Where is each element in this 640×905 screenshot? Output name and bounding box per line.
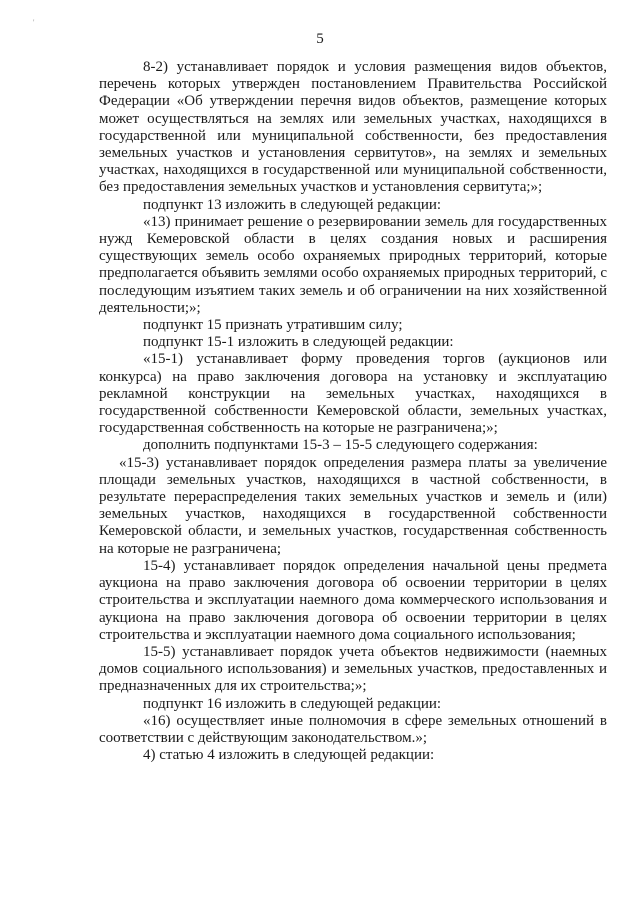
paragraph-15-3: «15-3) устанавливает порядок определения размера платы за увеличение площади земельных участков, находящихся в частной собственности, в результате перераспределения таких земельных участков и земель и (или) земельных участков, находящихся в государственной собственности Кемеровской области, и земельных участков, государственная собственность на которые не разграничена;	[99, 454, 607, 557]
scan-mark: '	[33, 18, 35, 27]
paragraph-subpoint-13-intro: подпункт 13 изложить в следующей редакции:	[143, 196, 442, 213]
paragraph-16: «16) осуществляет иные полномочия в сфере земельных отношений в соответствии с действующим законодательством.»;	[99, 712, 607, 746]
page-number: 5	[316, 31, 324, 47]
paragraph-8-2: 8-2) устанавливает порядок и условия размещения видов объектов, перечень которых утвержден постановлением Правительства Российской Федерации «Об утверждении перечня видов объектов, размещение которых может осуществляться на землях или земельных участках, находящихся в государственной или муниципальной собственности, без предоставления земельных участков и установления сервитутов», на землях и земельных участках, находящихся в государственной или муниципальной собственности, без предоставления земельных участков и установления сервитута;»;	[99, 59, 607, 196]
paragraph-13: «13) принимает решение о резервировании земель для государственных нужд Кемеровской области в целях создания новых и расширения существующих земель особо охраняемых природных территорий, которые предполагается объявить землями особо охраняемых природных территорий, с последующим изъятием таких земель и об ограничении на них хозяйственной деятельности;»;	[99, 213, 607, 316]
paragraph-15-1: «15-1) устанавливает форму проведения торгов (аукционов или конкурса) на право заключения договора на установку и эксплуатацию рекламной конструкции на земельных участках, находящихся в государственной собственности Кемеровской области, земельных участках, государственная собственность на которые не разграничена;»;	[99, 351, 607, 437]
document-body	[99, 59, 607, 764]
paragraph-15-4: 15-4) устанавливает порядок определения начальной цены предмета аукциона на право заключения договора об освоении территории в целях строительства и эксплуатации наемного дома коммерческого использования и аукциона на право заключения договора об освоении территории в целях строительства и эксплуатации наемного дома социального использования;	[99, 557, 607, 643]
paragraph-15-5: 15-5) устанавливает порядок учета объектов недвижимости (наемных домов социального использования) и земельных участков, предоставленных и предназначенных для их строительства;»;	[99, 643, 607, 695]
paragraph-supplement-intro: дополнить подпунктами 15-3 – 15-5 следующего содержания:	[143, 437, 538, 454]
paragraph-subpoint-15-1-intro: подпункт 15-1 изложить в следующей редакции:	[143, 334, 454, 351]
paragraph-subpoint-15-void: подпункт 15 признать утратившим силу;	[143, 317, 403, 334]
paragraph-subpoint-16-intro: подпункт 16 изложить в следующей редакции:	[143, 695, 442, 712]
paragraph-article-4-intro: 4) статью 4 изложить в следующей редакции:	[143, 747, 435, 764]
